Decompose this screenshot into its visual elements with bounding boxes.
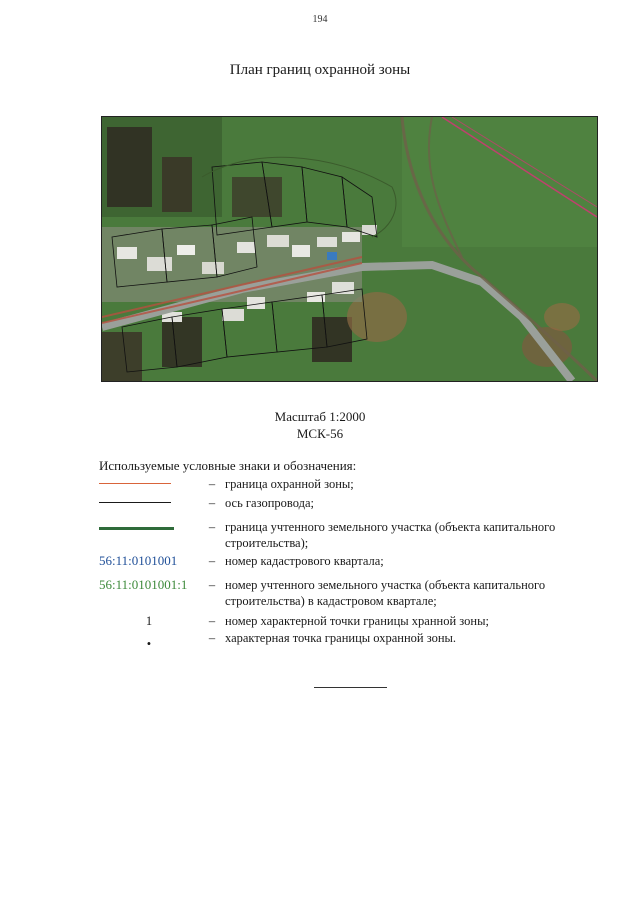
point-number-symbol: 1 bbox=[145, 614, 153, 628]
satellite-map bbox=[101, 116, 598, 382]
page-number: 194 bbox=[312, 14, 328, 25]
cadastral-quarter-code: 56:11:0101001 bbox=[99, 553, 178, 568]
legend-item-parcel-number bbox=[99, 577, 599, 611]
legend-description: номер характерной точки границы хранной зоны; bbox=[225, 614, 489, 628]
legend-dash: – bbox=[208, 578, 216, 592]
gas-axis-symbol bbox=[99, 495, 199, 511]
scale-block bbox=[0, 408, 640, 442]
legend-dash: – bbox=[208, 496, 216, 510]
legend-dash: – bbox=[208, 477, 216, 491]
parcel-boundary-symbol bbox=[99, 519, 199, 535]
parcel-number-code: 56:11:0101001:1 bbox=[99, 577, 188, 592]
legend-description: номер кадастрового квартала; bbox=[225, 554, 384, 568]
legend-heading: Используемые условные знаки и обозначения: bbox=[99, 458, 357, 473]
legend-dash: – bbox=[208, 631, 216, 645]
legend-description: граница охранной зоны; bbox=[225, 477, 354, 491]
legend-dash: – bbox=[208, 554, 216, 568]
legend-description: характерная точка границы охранной зоны. bbox=[225, 631, 457, 645]
legend-description: номер учтенного земельного участка (объекта капитального строительства) в кадастровом квартале; bbox=[225, 578, 546, 608]
legend-description: граница учтенного земельного участка (объекта капитального строительства); bbox=[225, 520, 556, 550]
legend-dash: – bbox=[208, 520, 216, 534]
page-title: План границ охранной зоны bbox=[229, 62, 411, 78]
legend-description: ось газопровода; bbox=[225, 496, 315, 510]
point-dot-icon: • bbox=[146, 637, 152, 651]
bottom-divider bbox=[314, 687, 387, 688]
zone-boundary-symbol bbox=[99, 476, 199, 492]
legend-item-parcel-boundary bbox=[99, 519, 599, 553]
legend-dash: – bbox=[208, 614, 216, 628]
coordinate-system: МСК-56 bbox=[296, 426, 344, 441]
scale-label: Масштаб 1:2000 bbox=[274, 409, 366, 424]
